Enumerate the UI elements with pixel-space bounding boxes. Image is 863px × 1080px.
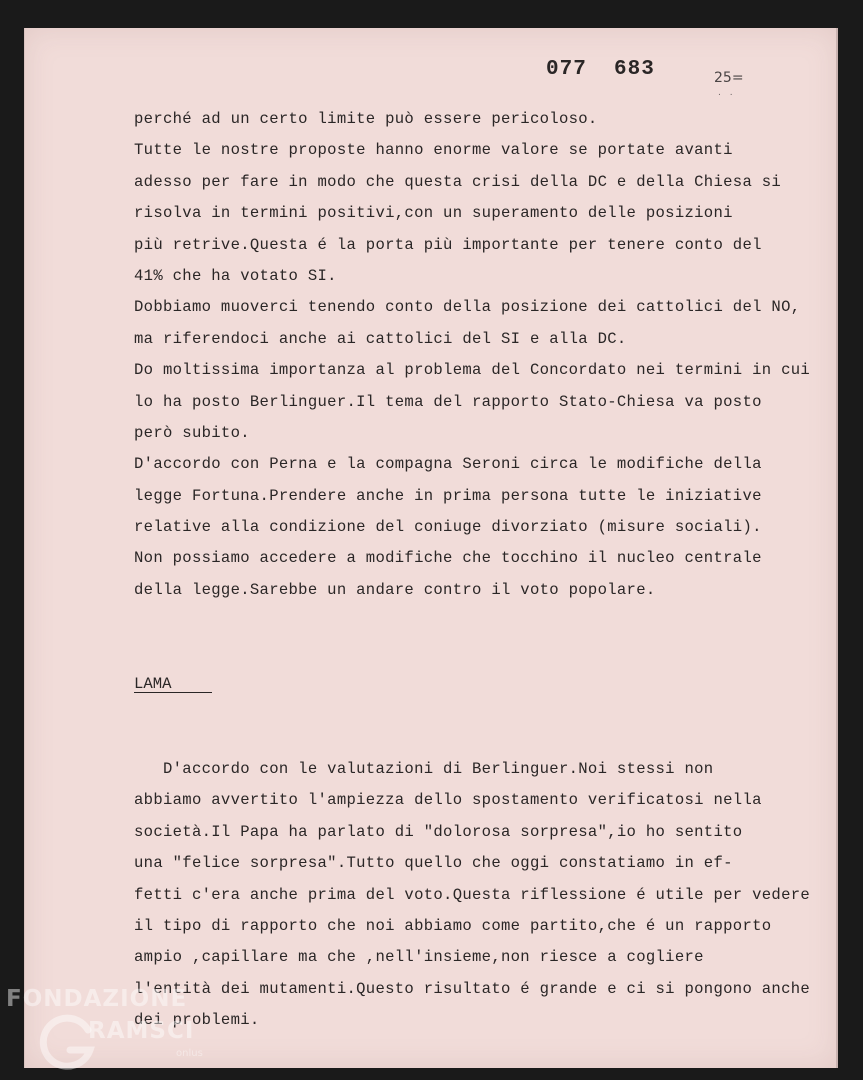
text-line: dei problemi. — [134, 1011, 260, 1030]
text-line: ma riferendoci anche ai cattolici del SI e alla DC. — [134, 329, 627, 348]
text-line: perché ad un certo limite può essere pericoloso. — [134, 110, 598, 128]
text-line: però subito. — [134, 423, 250, 442]
text-line: Do moltissima importanza al problema del Concordato nei termini in cui — [134, 361, 811, 380]
watermark-line-1: FONDAZIONE — [6, 986, 188, 1012]
text-block-top — [134, 104, 824, 606]
text-line: della legge.Sarebbe un andare contro il voto popolare. — [134, 580, 656, 599]
text-line: Dobbiamo muoverci tenendo conto della posizione dei cattolici del NO, — [134, 298, 801, 317]
text-line: legge Fortuna.Prendere anche in prima persona tutte le iniziative — [134, 486, 762, 505]
text-line: ampio ,capillare ma che ,nell'insieme,non riesce a cogliere — [134, 948, 704, 967]
text-line: società.Il Papa ha parlato di "dolorosa sorpresa",io ho sentito — [134, 822, 743, 841]
text-line: adesso per fare in modo che questa crisi della DC e della Chiesa si — [134, 172, 782, 191]
page-number-handwritten: 25= — [714, 70, 744, 86]
text-line: il tipo di rapporto che noi abbiamo come partito,che é un rapporto — [134, 916, 772, 935]
page-number-dots: . . — [718, 88, 736, 98]
text-line: Tutte le nostre proposte hanno enorme valore se portate avanti — [134, 141, 733, 160]
text-block-bottom — [134, 754, 824, 1037]
text-line: abbiamo avvertito l'ampiezza dello spostamento verificatosi nella — [134, 791, 762, 810]
text-line: l'entità dei mutamenti.Questo risultato é grande e ci si pongono anche — [134, 979, 811, 998]
watermark-onlus: onlus — [176, 1048, 203, 1059]
text-line: relative alla condizione del coniuge divorziato (misure sociali). — [134, 518, 762, 537]
text-line: più retrive.Questa é la porta più importante per tenere conto del — [134, 235, 762, 254]
fondazione-gramsci-watermark — [6, 986, 226, 1076]
text-line: D'accordo con le valutazioni di Berlinguer.Noi stessi non — [134, 760, 714, 778]
text-line: D'accordo con Perna e la compagna Seroni circa le modifiche della — [134, 455, 762, 474]
text-line: 41% che ha votato SI. — [134, 266, 337, 285]
text-line: fetti c'era anche prima del voto.Questa riflessione é utile per vedere — [134, 885, 811, 904]
text-line: Non possiamo accedere a modifiche che tocchino il nucleo centrale — [134, 549, 762, 568]
archive-number: 077 683 — [546, 58, 655, 81]
text-line: lo ha posto Berlinguer.Il tema del rapporto Stato-Chiesa va posto — [134, 392, 762, 411]
speaker-heading: LAMA — [134, 672, 212, 693]
watermark-line-2: RAMSCI — [88, 1018, 195, 1044]
text-line: risolva in termini positivi,con un superamento delle posizioni — [134, 204, 733, 223]
text-line: una "felice sorpresa".Tutto quello che oggi constatiamo in ef- — [134, 854, 733, 873]
